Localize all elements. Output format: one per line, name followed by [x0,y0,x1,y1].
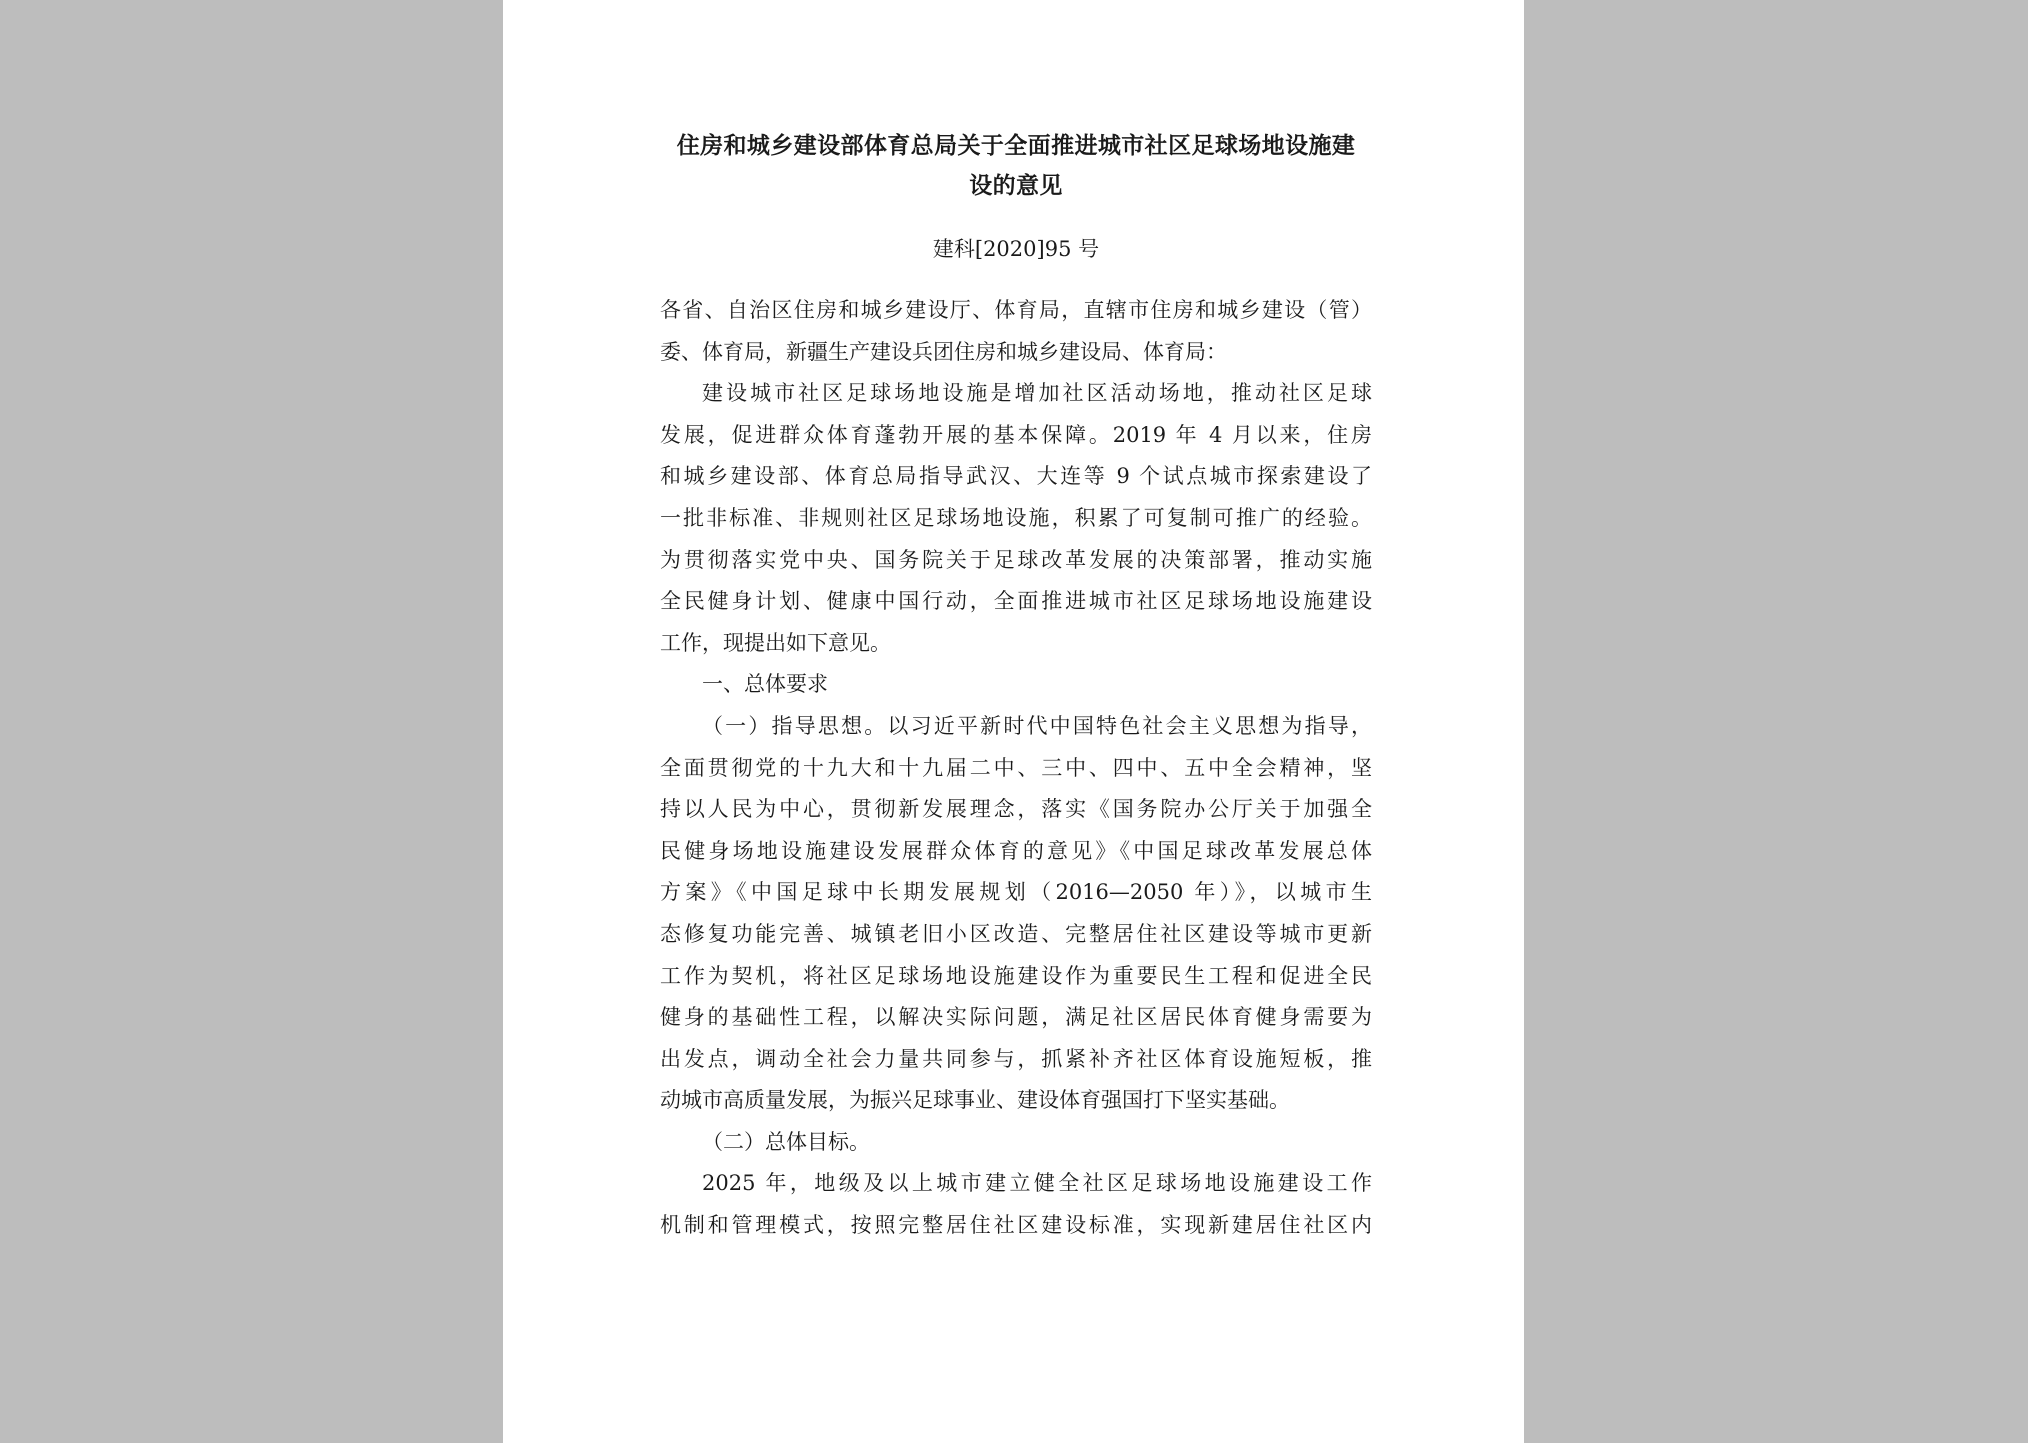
paragraph-line: 方案》《中国足球中长期发展规划（2016—2050 年）》，以城市生 [660,880,1372,905]
paragraph-line: 民健身场地设施建设发展群众体育的意见》《中国足球改革发展总体 [660,838,1372,863]
paragraph-addressees [660,290,1372,373]
paragraph-line: 各省、自治区住房和城乡建设厅、体育局，直辖市住房和城乡建设（管） [660,298,1372,322]
paragraph-line: 持以人民为中心，贯彻新发展理念，落实《国务院办公厅关于加强全 [660,797,1372,822]
document-content [660,126,1372,1247]
document-page [503,0,1524,1443]
paragraph-line: 态修复功能完善、城镇老旧小区改造、完整居住社区建设等城市更新 [660,921,1372,946]
title-line-1: 住房和城乡建设部体育总局关于全面推进城市社区足球场地设施建 [676,132,1356,159]
paragraph-line: 机制和管理模式，按照完整居住社区建设标准，实现新建居住社区内 [660,1213,1372,1238]
paragraph-line: 健身的基础性工程，以解决实际问题，满足社区居民体育健身需要为 [660,1005,1372,1030]
paragraph-line: 工作，现提出如下意见。 [660,630,891,655]
section-heading-overall-goals [660,1122,1372,1164]
paragraph-line: 为贯彻落实党中央、国务院关于足球改革发展的决策部署，推动实施 [660,547,1372,572]
paragraph-line: 一、总体要求 [702,672,828,697]
document-title [660,126,1372,206]
document-number: 建科[2020]95 号 [932,237,1100,261]
paragraph-line: 全民健身计划、健康中国行动，全面推进城市社区足球场地设施建设 [660,589,1372,614]
paragraph-guiding-ideology [660,706,1372,1122]
paragraph-line: 建设城市社区足球场地设施是增加社区活动场地，推动社区足球 [702,381,1372,406]
document-body [660,290,1372,1247]
paragraph-line: 全面贯彻党的十九大和十九届二中、三中、四中、五中全会精神，坚 [660,755,1372,780]
paragraph-line: 一批非标准、非规则社区足球场地设施，积累了可复制可推广的经验。 [660,505,1372,530]
paragraph-line: （一）指导思想。以习近平新时代中国特色社会主义思想为指导， [702,713,1372,738]
paragraph-line: 2025 年，地级及以上城市建立健全社区足球场地设施建设工作 [702,1171,1372,1196]
paragraph-intro [660,373,1372,664]
paragraph-line: 出发点，调动全社会力量共同参与，抓紧补齐社区体育设施短板，推 [660,1046,1372,1071]
paragraph-line: 动城市高质量发展，为振兴足球事业、建设体育强国打下坚实基础。 [660,1088,1290,1113]
paragraph-goals [660,1163,1372,1246]
paragraph-line: 委、体育局，新疆生产建设兵团住房和城乡建设局、体育局： [660,339,1227,364]
paragraph-line: （二）总体目标。 [702,1129,870,1154]
paragraph-line: 发展，促进群众体育蓬勃开展的基本保障。2019 年 4 月以来，住房 [660,422,1372,447]
paragraph-line: 工作为契机，将社区足球场地设施建设作为重要民生工程和促进全民 [660,963,1372,988]
section-heading-general-requirements [660,664,1372,706]
paragraph-line: 和城乡建设部、体育总局指导武汉、大连等 9 个试点城市探索建设了 [660,464,1372,489]
title-line-2: 设的意见 [969,172,1063,199]
